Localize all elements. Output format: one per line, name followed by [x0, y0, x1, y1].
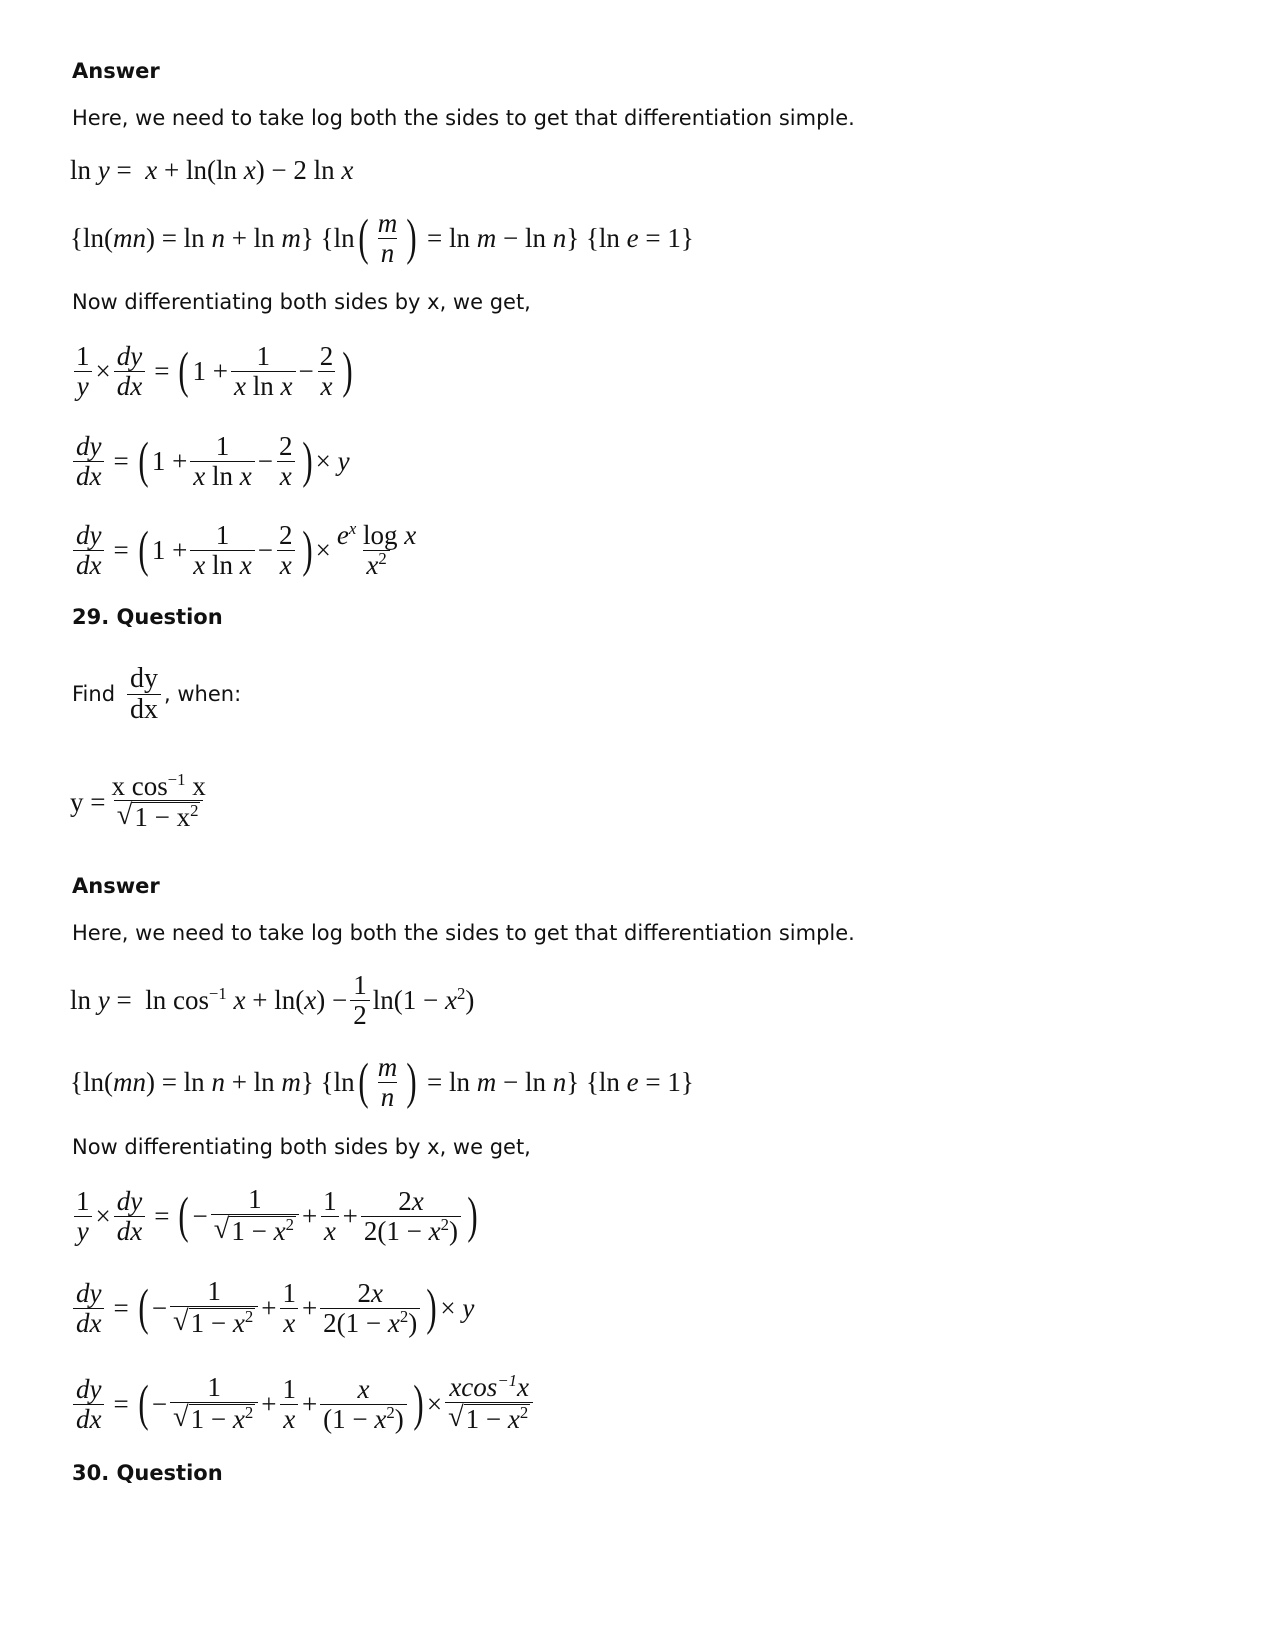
when-label: , when: — [164, 682, 242, 706]
question-29-heading: 29. Question — [72, 605, 223, 629]
question-30-heading: 30. Question — [72, 1461, 223, 1485]
intro-text: Here, we need to take log both the sides to get that differentiation simple. — [72, 921, 855, 945]
equation-derivative-1: $\frac{1}{y}$ × $\frac{dy}{dx}$ = ( − 1 √ $1 - x^2$ + $\frac{1}{x}$ + $\frac{2x}{2(1 - x^2)}$ ) — [70, 1180, 481, 1252]
question-29-equation: y = x $\cos^{-1} x$ √ $1 - x^2$ — [70, 769, 206, 833]
equation-derivative-3: $\frac{dy}{dx}$ = ( 1 + $\frac{1}{\text{x ln x}}$ − $\frac{2}{x}$ ) × $\frac{e^x \log x}{x^2}$ — [70, 514, 422, 586]
answer-heading: Answer — [72, 874, 160, 898]
answer-heading: Answer — [72, 59, 160, 83]
equation-derivative-1: $\frac{1}{y}$ × $\frac{dy}{dx}$ = ( 1 + $\frac{1}{\text{x ln x}}$ − $\frac{2}{x}$ ) — [70, 336, 356, 406]
find-label: Find — [72, 682, 116, 706]
equation-derivative-2: $\frac{dy}{dx}$ = ( − 1 √ $1 - x^2$ + $\frac{1}{x}$ + $\frac{2x}{2(1 - x^2)}$ ) × y — [70, 1272, 474, 1344]
equation-log-rules: {ln(mn) = ln n + ln m} {ln ( $\frac{m}{n}$ ) = ln m − ln n} {ln e = 1} — [70, 1052, 694, 1112]
equation-log-rules: {ln(mn) = ln n + ln m} {ln ( $\frac{m}{n}$ ) = ln m − ln n} {ln e = 1} — [70, 208, 694, 268]
intro-text: Here, we need to take log both the sides to get that differentiation simple. — [72, 106, 855, 130]
differentiating-text: Now differentiating both sides by x, we get, — [72, 290, 531, 314]
equation-derivative-2: $\frac{dy}{dx}$ = ( 1 + $\frac{1}{\text{x ln x}}$ − $\frac{2}{x}$ ) × y — [70, 426, 350, 496]
question-29-prompt: Find $\frac{dy}{dx}$ , when: — [72, 663, 242, 725]
equation-log-y: ln y = x + ln(ln x) − 2 ln x — [70, 154, 354, 185]
equation-derivative-3: $\frac{dy}{dx}$ = ( − 1 √ $1 - x^2$ + $\frac{1}{x}$ + $\frac{x}{(1 - x^2)}$ ) × xcos$^{-1}$x √ $1 - x^2$ — [70, 1366, 536, 1442]
equation-log-y: $\ln y = \ln \cos^{-1} x + \ln(x)$ − $\frac{1}{2}$ $\ln(1 - x^2)$ — [70, 970, 475, 1030]
differentiating-text: Now differentiating both sides by x, we get, — [72, 1135, 531, 1159]
